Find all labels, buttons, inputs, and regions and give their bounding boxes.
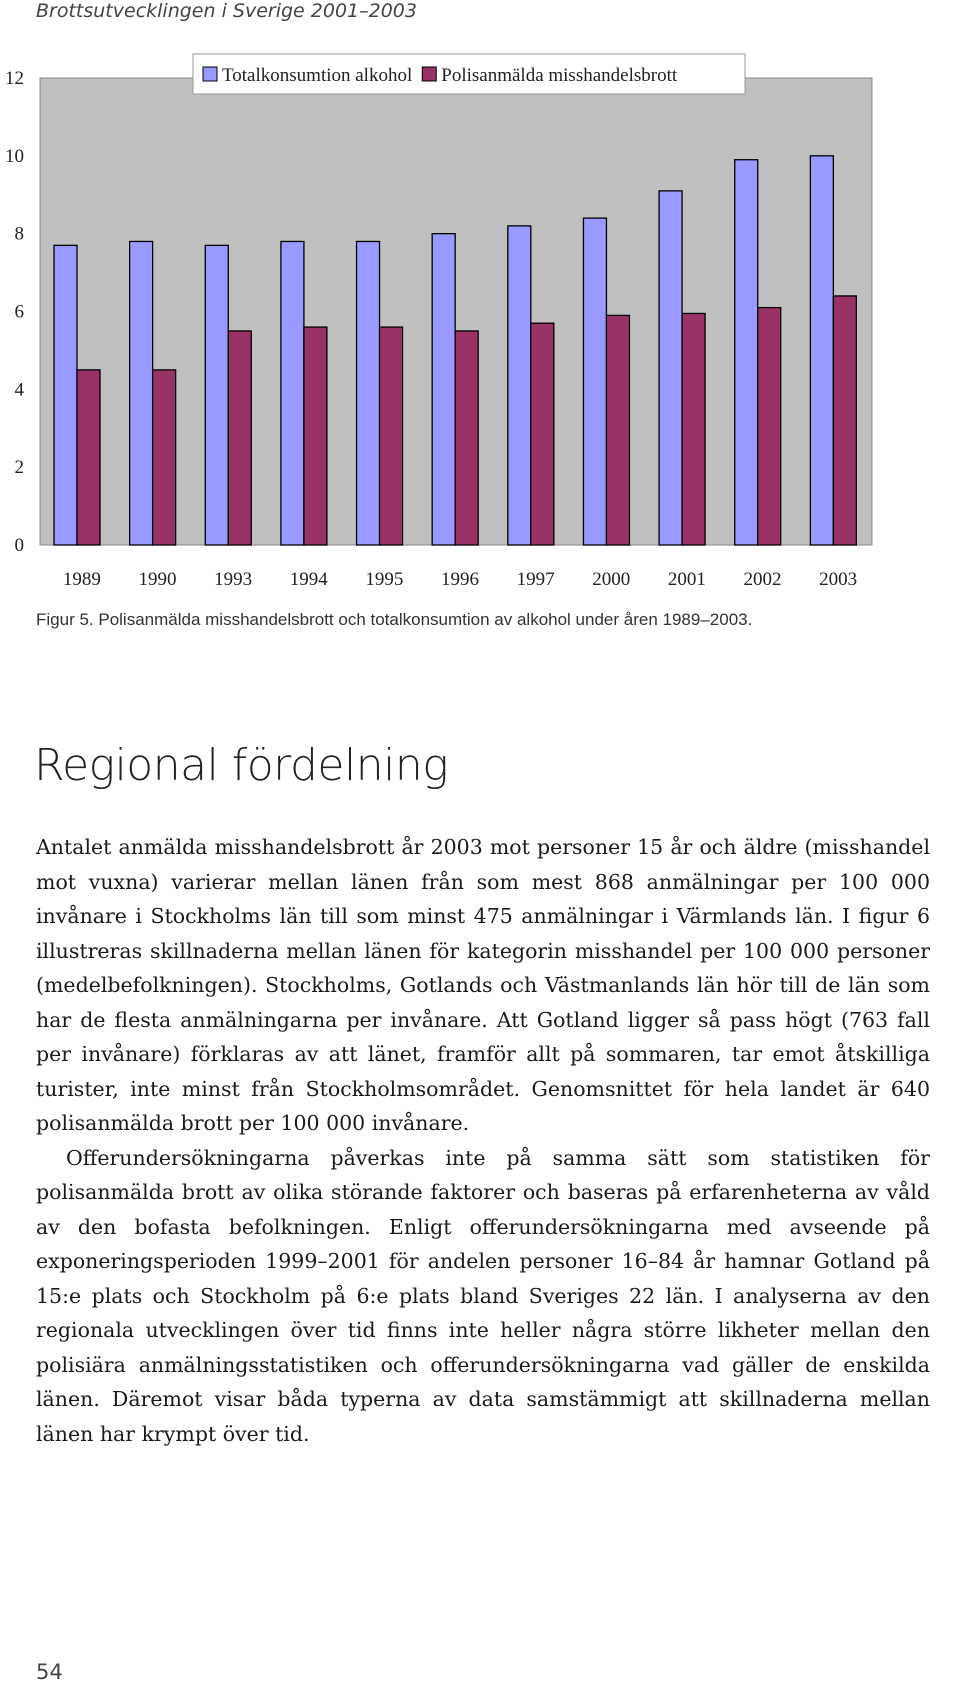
bar-misshandel-1997 [531, 323, 554, 545]
bar-misshandel-1996 [455, 331, 478, 545]
bar-misshandel-1995 [380, 327, 403, 545]
x-tick-label: 1989 [62, 569, 101, 590]
legend-swatch-alkohol [203, 67, 217, 81]
bar-alkohol-2001 [659, 191, 682, 545]
page-number: 54 [36, 1660, 63, 1684]
legend-label-alkohol: Totalkonsumtion alkohol [222, 65, 413, 86]
bar-misshandel-1993 [228, 331, 251, 545]
x-tick-label: 2003 [819, 569, 858, 590]
x-tick-label: 1997 [516, 569, 555, 590]
bar-alkohol-1989 [54, 245, 77, 545]
body-text [36, 830, 930, 1451]
y-tick-label: 2 [14, 457, 24, 479]
x-tick-label: 1996 [441, 569, 479, 590]
bar-alkohol-1996 [432, 234, 455, 545]
y-tick-label: 8 [14, 223, 24, 245]
y-tick-label: 4 [14, 379, 24, 401]
bar-chart [0, 40, 960, 600]
bar-alkohol-2002 [735, 160, 758, 545]
x-tick-label: 2001 [667, 569, 706, 590]
legend-swatch-misshandel [422, 67, 436, 81]
x-tick-label: 1990 [138, 569, 177, 590]
bar-misshandel-1994 [304, 327, 327, 545]
bar-misshandel-2001 [682, 313, 705, 545]
paragraph-1: Antalet anmälda misshandelsbrott år 2003 mot personer 15 år och äldre (misshandel mot vuxna) varierar mellan länen från som mest 868 anmälningar per 100 000 invånare i Stockholms län till som minst 475 anmälningar i Värmlands län. I figur 6 illustreras skillnaderna mellan länen för kategorin misshandel per 100 000 personer (medelbefolkningen). Stockholms, Gotlands och Västmanlands län hör till de län som har de flesta anmälningarna per invånare. Att Gotland ligger så pass högt (763 fall per invånare) förklaras av att länet, framför allt på sommaren, tar emot åtskilliga turister, inte minst från Stockholmsområdet. Genomsnittet för hela landet är 640 polisanmälda brott per 100 000 invånare. [36, 835, 930, 1135]
x-tick-label: 1994 [289, 569, 328, 590]
bar-alkohol-2003 [810, 156, 833, 545]
bar-misshandel-2003 [833, 296, 856, 545]
x-tick-label: 1993 [214, 569, 253, 590]
running-header: Brottsutvecklingen i Sverige 2001–2003 [36, 0, 417, 22]
bar-alkohol-2000 [583, 218, 606, 545]
bar-alkohol-1995 [357, 241, 380, 545]
y-tick-label: 6 [14, 301, 24, 323]
bar-misshandel-2000 [606, 315, 629, 545]
figure-caption: Figur 5. Polisanmälda misshandelsbrott och totalkonsumtion av alkohol under åren 1989–2003. [36, 610, 753, 629]
section-heading: Regional fördelning [34, 740, 449, 791]
y-tick-label: 10 [5, 145, 24, 167]
bar-alkohol-1990 [130, 241, 153, 545]
bar-misshandel-2002 [758, 308, 781, 545]
x-tick-label: 2002 [743, 569, 782, 590]
bar-misshandel-1990 [153, 370, 176, 545]
legend-label-misshandel: Polisanmälda misshandelsbrott [441, 65, 678, 86]
y-tick-label: 12 [5, 68, 24, 89]
bar-misshandel-1989 [77, 370, 100, 545]
x-tick-label: 1995 [365, 569, 404, 590]
x-tick-label: 2000 [592, 569, 631, 590]
y-tick-label: 0 [14, 535, 24, 556]
bar-alkohol-1994 [281, 241, 304, 545]
paragraph-2: Offerundersökningarna påverkas inte på samma sätt som statistiken för polisanmälda brott av olika störande faktorer och baseras på erfarenheterna av våld av den bofasta befolkningen. Enligt offerundersökningarna med avseende på exponeringsperioden 1999–2001 för andelen personer 16–84 år hamnar Gotland på 15:e plats och Stockholm på 6:e plats bland Sveriges 22 län. I analyserna av den regionala utvecklingen över tid finns inte heller några större likheter mellan den polisiära anmälningsstatistiken och offerundersökningarna vad gäller de enskilda länen. Däremot visar båda typerna av data samstämmigt att skillnaderna mellan länen har krympt över tid. [36, 1145, 930, 1446]
bar-alkohol-1993 [205, 245, 228, 545]
bar-alkohol-1997 [508, 226, 531, 545]
